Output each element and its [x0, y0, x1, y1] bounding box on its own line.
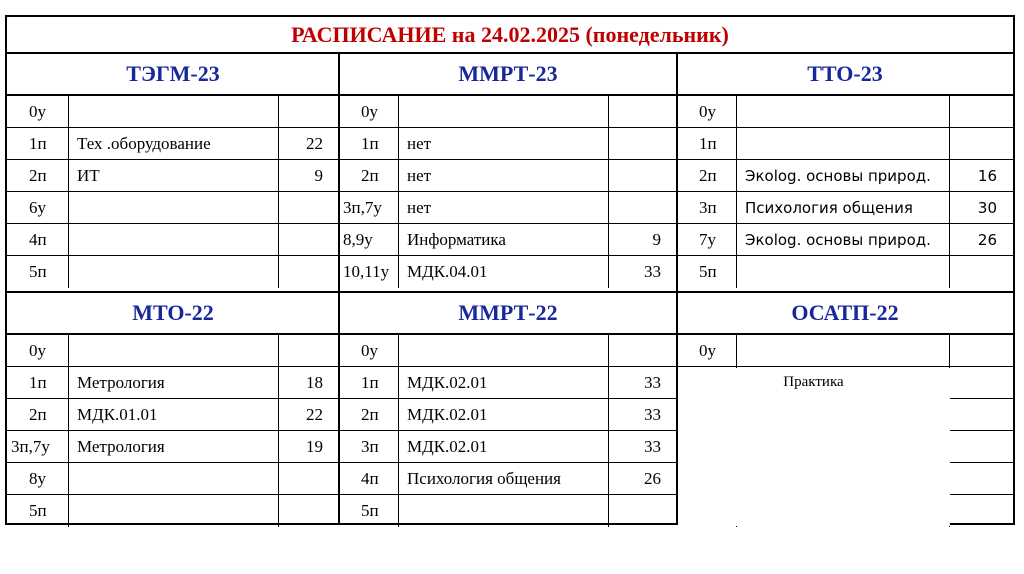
group-name: ММРТ-22 [339, 293, 677, 335]
room-number: 26 [977, 230, 997, 249]
room-number: 22 [306, 404, 323, 424]
pair-number: 3п,7у [339, 192, 399, 223]
schedule-row [7, 160, 339, 192]
room-number [279, 96, 339, 127]
room-number [950, 495, 1013, 527]
column-divider [676, 54, 678, 525]
subject [69, 335, 279, 366]
subject [69, 96, 279, 127]
practice-note: Практика [677, 368, 950, 526]
room-number [950, 431, 1013, 462]
pair-number: 8у [7, 463, 69, 494]
pair-number: 5п [677, 256, 737, 288]
schedule-row [677, 335, 1013, 367]
group-rows [677, 96, 1013, 288]
room-number [609, 96, 677, 127]
subject: Экolog. основы природ. [737, 224, 950, 255]
subject: МДК.02.01 [399, 399, 609, 430]
pair-number: 1п [339, 367, 399, 398]
pair-number: 8,9у [339, 224, 399, 255]
subject [69, 224, 279, 255]
pair-number: 1п [7, 367, 69, 398]
schedule-row [677, 256, 1013, 288]
group-block [339, 54, 677, 288]
subject: Психология общения [399, 463, 609, 494]
room-number [609, 160, 677, 191]
group-block [7, 293, 339, 527]
room-number [950, 128, 1013, 159]
pair-number: 2п [339, 399, 399, 430]
pair-number: 0у [7, 96, 69, 127]
subject [69, 495, 279, 527]
room-number [950, 256, 1013, 288]
subject: МДК.02.01 [399, 431, 609, 462]
subject: Метрология [69, 431, 279, 462]
room-number: 16 [977, 166, 997, 185]
subject: МДК.02.01 [399, 367, 609, 398]
subject [399, 335, 609, 366]
pair-number: 3п [339, 431, 399, 462]
column-divider [338, 54, 340, 525]
pair-number: 10,11у [339, 256, 399, 288]
group-name: ОСАТП-22 [677, 293, 1013, 335]
room-number [609, 495, 677, 527]
schedule-row [339, 431, 677, 463]
room-number [950, 463, 1013, 494]
schedule-row [339, 335, 677, 367]
section-divider [7, 291, 1013, 293]
pair-number: 0у [339, 96, 399, 127]
schedule-row [7, 128, 339, 160]
schedule-title: РАСПИСАНИЕ на 24.02.2025 (понедельник) [7, 17, 1013, 54]
pair-number: 5п [7, 495, 69, 527]
schedule-row [339, 495, 677, 527]
room-number: 9 [314, 165, 323, 185]
pair-number: 0у [677, 96, 737, 127]
subject: Тех .оборудование [69, 128, 279, 159]
group-rows [339, 335, 677, 527]
schedule-row [7, 367, 339, 399]
schedule-row [7, 335, 339, 367]
subject: нет [399, 192, 609, 223]
room-number [609, 128, 677, 159]
schedule-row [339, 128, 677, 160]
room-number [609, 335, 677, 366]
pair-number: 3п [677, 192, 737, 223]
pair-number: 3п,7у [7, 431, 69, 462]
room-number: 33 [644, 436, 661, 456]
schedule-row [7, 224, 339, 256]
schedule-row [7, 463, 339, 495]
pair-number: 6у [7, 192, 69, 223]
room-number: 33 [644, 372, 661, 392]
schedule-sheet [5, 15, 1015, 525]
group-block [339, 293, 677, 527]
subject: ИТ [69, 160, 279, 191]
subject [737, 335, 950, 366]
subject: Метрология [69, 367, 279, 398]
subject [737, 128, 950, 159]
subject [69, 256, 279, 288]
pair-number: 0у [7, 335, 69, 366]
schedule-row [677, 192, 1013, 224]
room-number [950, 96, 1013, 127]
schedule-row [7, 431, 339, 463]
room-number: 19 [306, 436, 323, 456]
schedule-row [677, 160, 1013, 192]
subject: Психология общения [737, 192, 950, 223]
schedule-row [7, 96, 339, 128]
schedule-row [677, 224, 1013, 256]
group-name: МТО-22 [7, 293, 339, 335]
room-number: 33 [644, 404, 661, 424]
schedule-row [339, 256, 677, 288]
group-rows [7, 96, 339, 288]
room-number: 18 [306, 372, 323, 392]
schedule-row [339, 224, 677, 256]
room-number: 22 [306, 133, 323, 153]
pair-number: 0у [339, 335, 399, 366]
schedule-row [339, 160, 677, 192]
group-name: ТТО-23 [677, 54, 1013, 96]
schedule-row [677, 128, 1013, 160]
subject: МДК.01.01 [69, 399, 279, 430]
subject: нет [399, 128, 609, 159]
subject [69, 463, 279, 494]
schedule-row [677, 96, 1013, 128]
schedule-row [339, 192, 677, 224]
pair-number: 7у [677, 224, 737, 255]
pair-number: 2п [7, 160, 69, 191]
pair-number: 2п [677, 160, 737, 191]
pair-number: 0у [677, 335, 737, 366]
pair-number: 1п [339, 128, 399, 159]
schedule-row [7, 399, 339, 431]
room-number [279, 224, 339, 255]
subject [399, 495, 609, 527]
pair-number: 4п [7, 224, 69, 255]
pair-number: 1п [677, 128, 737, 159]
room-number: 26 [644, 468, 661, 488]
schedule-row [7, 256, 339, 288]
subject: Информатика [399, 224, 609, 255]
schedule-row [339, 96, 677, 128]
subject: Экolog. основы природ. [737, 160, 950, 191]
subject: МДК.04.01 [399, 256, 609, 288]
pair-number: 1п [7, 128, 69, 159]
group-rows [7, 335, 339, 527]
group-block [677, 54, 1013, 288]
room-number [609, 192, 677, 223]
room-number [279, 335, 339, 366]
room-number [279, 256, 339, 288]
room-number [279, 495, 339, 527]
subject [69, 192, 279, 223]
group-name: ТЭГМ-23 [7, 54, 339, 96]
pair-number: 2п [7, 399, 69, 430]
group-block [7, 54, 339, 288]
subject [737, 256, 950, 288]
room-number: 33 [644, 262, 661, 281]
pair-number: 5п [339, 495, 399, 527]
subject [399, 96, 609, 127]
room-number [279, 192, 339, 223]
group-rows [339, 96, 677, 288]
room-number [279, 463, 339, 494]
schedule-row [7, 495, 339, 527]
pair-number: 5п [7, 256, 69, 288]
schedule-row [339, 367, 677, 399]
subject [737, 96, 950, 127]
schedule-row [339, 463, 677, 495]
schedule-row [7, 192, 339, 224]
pair-number: 2п [339, 160, 399, 191]
schedule-row [339, 399, 677, 431]
room-number [950, 399, 1013, 430]
subject: нет [399, 160, 609, 191]
group-block [677, 293, 1013, 527]
room-number: 9 [652, 229, 661, 249]
room-number: 30 [977, 198, 997, 217]
room-number [950, 335, 1013, 366]
pair-number: 4п [339, 463, 399, 494]
room-number [950, 367, 1013, 398]
group-name: ММРТ-23 [339, 54, 677, 96]
